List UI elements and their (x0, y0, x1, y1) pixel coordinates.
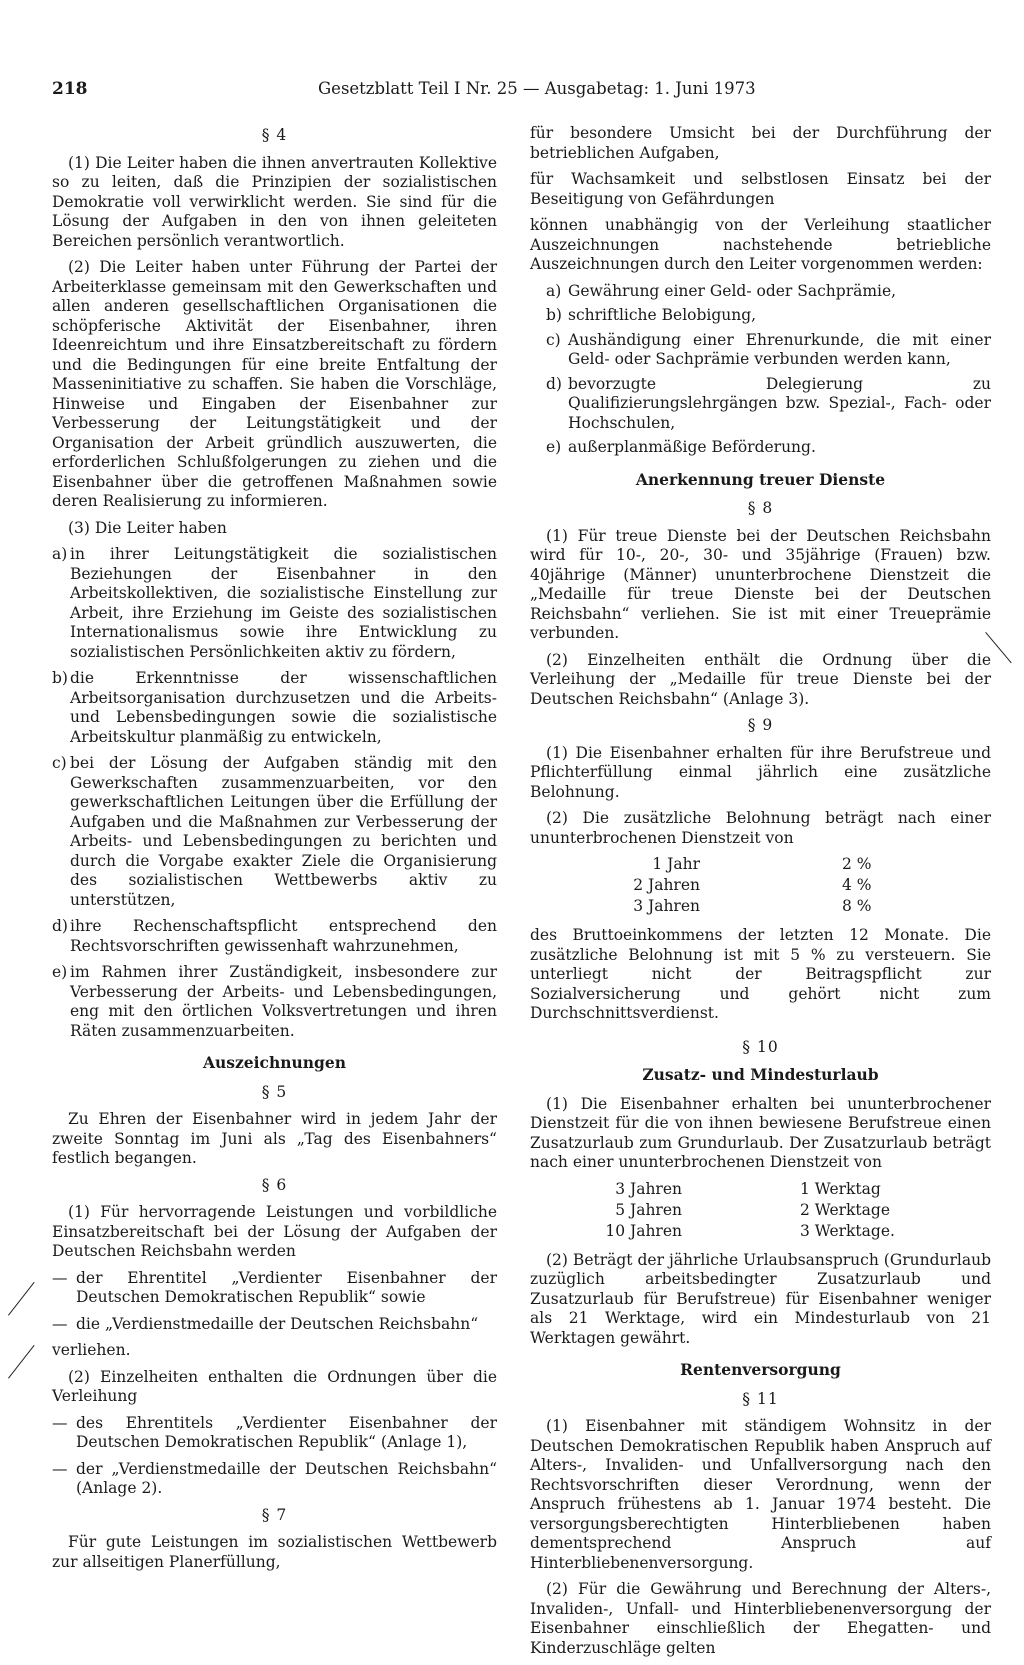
dash-mark: — (52, 1314, 68, 1333)
dash-item-6a (52, 1269, 497, 1308)
days-cell: 2 Werktage (800, 1200, 890, 1219)
list-text: ihre Rechenschaftspflicht entsprechend den Rechtsvorschriften gewissenhaft wahrzunehmen, (70, 917, 497, 955)
list-label: e) (52, 963, 68, 981)
header-title: Gesetzblatt Teil I Nr. 25 — Ausgabetag: 1. Juni 1973 (318, 79, 756, 98)
list-label: b) (546, 306, 562, 324)
bonus-table (530, 855, 991, 918)
vacation-table (530, 1180, 991, 1243)
list-text: Gewährung einer Geld- oder Sachprämie, (568, 281, 897, 300)
para-5: Zu Ehren der Eisenbahner wird in jedem Jahr der zweite Sonntag im Juni als „Tag des Eisenbahners“ festlich begangen. (52, 1110, 497, 1167)
section-7-title: § 7 (261, 1505, 288, 1524)
page-number: 218 (52, 79, 88, 99)
section-4-title: § 4 (261, 126, 288, 144)
days-cell: 1 Werktag (800, 1179, 881, 1198)
right-column (530, 124, 991, 1665)
list-text: außerplanmäßige Beförderung. (568, 438, 816, 456)
list-label: d) (546, 374, 562, 393)
table-row (530, 1201, 991, 1222)
list-item-4b (52, 669, 497, 747)
list-label: d) (52, 917, 68, 935)
para-9-3: des Bruttoeinkommens der letzten 12 Monate. Die zusätzliche Belohnung ist mit 5 % zu versteuern. Sie unterliegt nicht der Beitragspflicht zur Sozialversicherung und gehört nicht zum Durchschnittsverdienst. (530, 926, 991, 1022)
margin-pencil-mark (8, 1345, 35, 1379)
section-11-title: § 11 (742, 1389, 779, 1408)
list-item-7b (530, 306, 991, 326)
list-label: e) (546, 438, 562, 456)
table-row (530, 855, 991, 876)
para-11-2: (2) Für die Gewährung und Berechnung der Alters-, Invaliden-, Unfall- und Hinterbliebenenversorgung der Eisenbahner einschließlich der Ehegatten- und Kinderzuschläge gelten (530, 1580, 991, 1657)
years-cell: 10 Jahren (605, 1221, 682, 1240)
dash-mark: — (52, 1459, 68, 1478)
years-cell: 3 Jahren (633, 897, 700, 915)
list-text: die Erkenntnisse der wissenschaftlichen Arbeitsorganisation durchzusetzen und die Arbeits- und Lebensbedingungen sowie die sozialistische Arbeitskultur planmäßig zu entwickeln, (70, 669, 497, 746)
heading-renten: Rentenversorgung (680, 1360, 841, 1379)
dash-item-6b (52, 1315, 497, 1335)
heading-anerkennung: Anerkennung treuer Dienste (635, 469, 886, 489)
dash-text: der Ehrentitel „Verdienter Eisenbahner der Deutschen Demokratischen Republik“ sowie (76, 1268, 497, 1306)
list-item-4d (52, 917, 497, 956)
list-item-4e (52, 963, 497, 1041)
list-item-7a (530, 282, 991, 302)
left-column (52, 122, 497, 1579)
list-text: Aushändigung einer Ehrenurkunde, die mit einer Geld- oder Sachprämie verbunden werden kann, (568, 330, 991, 368)
section-6-title: § 6 (261, 1175, 288, 1194)
list-text: in ihrer Leitungstätigkeit die sozialistischen Beziehungen der Eisenbahner in den Arbeitskollektiven, die sozialistische Einstellung zur Arbeit, ihre Erziehung im Geiste des sozialistischen Internationalismus sowie ihre Entwicklung zu sozialistischen Persönlichkeiten aktiv zu fördern, (70, 545, 497, 661)
list-label: c) (52, 754, 67, 772)
para-7b: für Wachsamkeit und selbstlosen Einsatz bei der Beseitigung von Gefährdungen (530, 170, 991, 208)
years-cell: 3 Jahren (615, 1179, 682, 1198)
years-cell: 2 Jahren (633, 876, 700, 894)
para-6-1: (1) Für hervorragende Leistungen und vorbildliche Einsatzbereitschaft bei der Lösung der Aufgaben der Deutschen Reichsbahn werden (52, 1203, 497, 1260)
days-cell: 3 Werktage. (800, 1221, 895, 1240)
margin-pencil-mark (8, 1282, 35, 1316)
para-6-2: (2) Einzelheiten enthalten die Ordnungen über die Verleihung (52, 1367, 497, 1405)
para-11-1: (1) Eisenbahner mit ständigem Wohnsitz in der Deutschen Demokratischen Republik haben Anspruch auf Alters-, Invaliden- und Unfallversorgung nach den Rechtsvorschriften dieser Verordnung, wenn der Anspruch frühestens ab 1. Januar 1974 besteht. Die versorgungsberechtigten Hinterbliebenen haben dementsprechend Anspruch auf Hinterbliebenenversorgung. (530, 1417, 991, 1572)
list-label: b) (52, 669, 68, 687)
para-4-2: (2) Die Leiter haben unter Führung der Partei der Arbeiterklasse gemeinsam mit den Gewerkschaften und allen anderen gesellschaftlichen Organisationen die schöpferische Aktivität der Eisenbahner, ihren Ideenreichtum und ihre Einsatzbereitschaft zu fördern und die Bedingungen für eine breite Entfaltung der Masseninitiative zu schaffen. Sie haben die Vorschläge, Hinweise und Eingaben der Eisenbahner zur Verbesserung der Leitungstätigkeit und der Organisation der Arbeit gründlich auszuwerten, die erforderlichen Schlußfolgerungen zu ziehen und die Eisenbahner über die getroffenen Maßnahmen sowie deren Realisierung zu informieren. (52, 258, 497, 510)
list-item-7d (530, 375, 991, 434)
para-8-1: (1) Für treue Dienste bei der Deutschen Reichsbahn wird für 10-, 20-, 30- und 35jährige (Frauen) bzw. 40jährige (Männer) ununterbrochene Dienstzeit die „Medaille für treue Dienste bei der Deutschen Reichsbahn“ verliehen. Sie ist mit einer Treueprämie verbunden. (530, 526, 991, 642)
percent-cell: 4 % (842, 876, 872, 894)
years-cell: 5 Jahren (615, 1200, 682, 1219)
dash-text: der „Verdienstmedaille der Deutschen Reichsbahn“ (Anlage 2). (76, 1459, 497, 1497)
dash-mark: — (52, 1268, 68, 1287)
list-label: a) (546, 281, 562, 300)
para-7c: können unabhängig von der Verleihung staatlicher Auszeichnungen nachstehende betriebliche Auszeichnungen durch den Leiter vorgenommen werden: (530, 216, 991, 273)
heading-auszeichnungen: Auszeichnungen (202, 1053, 347, 1072)
list-text: im Rahmen ihrer Zuständigkeit, insbesondere zur Verbesserung der Arbeits- und Lebensbedingungen, eng mit den örtlichen Volksvertretungen und ihren Räten zusammenzuarbeiten. (70, 963, 497, 1040)
dash-item-6c (52, 1414, 497, 1453)
percent-cell: 8 % (842, 897, 872, 915)
list-item-7c (530, 331, 991, 370)
list-item-7e (530, 438, 991, 458)
para-8-2: (2) Einzelheiten enthält die Ordnung über die Verleihung der „Medaille für treue Dienste bei der Deutschen Reichsbahn“ (Anlage 3). (530, 650, 991, 708)
list-item-4c (52, 754, 497, 910)
list-text: bevorzugte Delegierung zu Qualifizierungslehrgängen bzw. Spezial-, Fach- oder Hochschulen, (568, 374, 991, 432)
list-item-4a (52, 545, 497, 662)
heading-zusatz: Zusatz- und Mindesturlaub (642, 1065, 879, 1084)
section-5-title: § 5 (261, 1082, 288, 1101)
table-row (530, 876, 991, 897)
para-7: Für gute Leistungen im sozialistischen Wettbewerb zur allseitigen Planerfüllung, (52, 1533, 497, 1571)
dash-text: die „Verdienstmedaille der Deutschen Reichsbahn“ (76, 1314, 479, 1333)
section-10-title: § 10 (742, 1037, 779, 1056)
para-4-1: (1) Die Leiter haben die ihnen anvertrauten Kollektive so zu leiten, daß die Prinzipien der sozialistischen Demokratie voll verwirklicht werden. Sie sind für die Lösung der Aufgaben in den von ihnen geleiteten Bereichen persönlich verantwortlich. (52, 153, 497, 250)
page-header (52, 74, 756, 104)
dash-item-6d (52, 1460, 497, 1499)
table-row (530, 1180, 991, 1201)
list-label: a) (52, 545, 68, 563)
table-row (530, 1222, 991, 1243)
list-label: c) (546, 330, 561, 349)
section-8-title: § 8 (747, 499, 774, 517)
para-4-3: (3) Die Leiter haben (68, 518, 227, 537)
table-row (530, 897, 991, 918)
para-6-verliehen: verliehen. (52, 1341, 131, 1359)
para-9-2: (2) Die zusätzliche Belohnung beträgt nach einer ununterbrochenen Dienstzeit von (530, 809, 991, 847)
para-7a: für besondere Umsicht bei der Durchführung der betrieblichen Aufgaben, (530, 124, 991, 162)
years-cell: 1 Jahr (652, 855, 700, 873)
section-9-title: § 9 (747, 716, 774, 734)
percent-cell: 2 % (842, 855, 872, 873)
para-9-1: (1) Die Eisenbahner erhalten für ihre Berufstreue und Pflichterfüllung einmal jährlich eine zusätzliche Belohnung. (530, 743, 991, 801)
para-10-1: (1) Die Eisenbahner erhalten bei ununterbrochener Dienstzeit für die von ihnen bewiesene Berufstreue einen Zusatzurlaub zum Grundurlaub. Der Zusatzurlaub beträgt nach einer ununterbrochenen Dienstzeit von (530, 1094, 991, 1171)
dash-mark: — (52, 1413, 68, 1432)
list-text: schriftliche Belobigung, (568, 306, 757, 324)
dash-text: des Ehrentitels „Verdienter Eisenbahner der Deutschen Demokratischen Republik“ (Anlage 1), (76, 1413, 497, 1451)
list-text: bei der Lösung der Aufgaben ständig mit den Gewerkschaften zusammenzuarbeiten, vor den gewerkschaftlichen Leitungen über die Erfüllung der Aufgaben und die Maßnahmen zur Verbesserung der Arbeits- und Lebensbedingungen zu berichten und durch die Vorgabe exakter Ziele die Organisierung des sozialistischen Wettbewerbs aktiv zu unterstützen, (70, 754, 497, 909)
para-10-2: (2) Beträgt der jährliche Urlaubsanspruch (Grundurlaub zuzüglich arbeitsbedingter Zusatzurlaub und Zusatzurlaub für Berufstreue) für Eisenbahner weniger als 21 Werktage, wird ein Mindesturlaub von 21 Werktagen gewährt. (530, 1250, 991, 1347)
